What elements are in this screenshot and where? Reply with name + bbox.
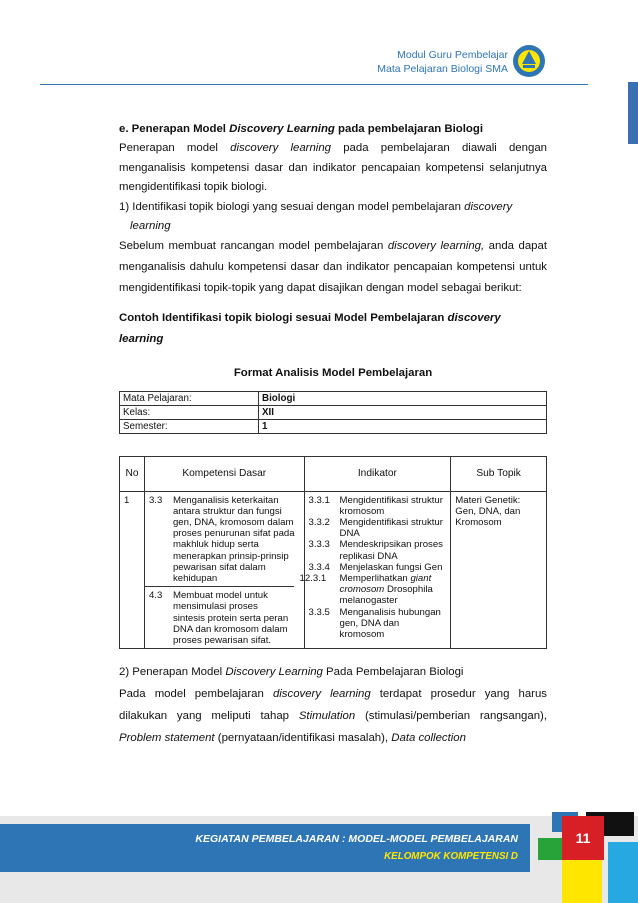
decor-square-green — [538, 838, 562, 860]
footer-activity-title: KEGIATAN PEMBELAJARAN : MODEL-MODEL PEMBELAJARAN — [195, 833, 518, 845]
format-table-title: Format Analisis Model Pembelajaran — [233, 367, 433, 380]
kd-item: 4.3 Membuat model untuk mensimulasi proses sintesis protein serta peran DNA dan kromosom dalam proses pewarisan sifat. — [145, 586, 294, 648]
table-cell: Kelas: — [120, 405, 259, 419]
cell-no: 1 — [120, 491, 145, 649]
table-row — [120, 491, 547, 649]
column-header-sub-topik: Sub Topik — [451, 456, 547, 491]
cell-indikator — [299, 491, 451, 649]
header-subject-title: Mata Pelajaran Biologi SMA — [377, 63, 508, 75]
decor-square-cyan — [608, 842, 638, 903]
table-cell: Semester: — [120, 419, 259, 433]
table-header-row — [120, 456, 547, 491]
indicator-item: 3.3.1 Mengidentifikasi struktur kromosom — [308, 494, 443, 517]
kd-item: 3.3 Menganalisis keterkaitan antara struktur dan fungsi gen, DNA, kromosom dalam proses penurunan sifat pada makhluk hidup serta menerapkan prinsip-prinsip pewarisan sifat dalam kehidupan — [148, 494, 295, 585]
header-module-title: Modul Guru Pembelajar — [397, 49, 508, 61]
table-row — [120, 391, 547, 405]
item-1-paragraph: Sebelum membuat rancangan model pembelajaran discovery learning, anda dapat menganalisis dahulu kompetensi dasar dan indikator pencapaian kompetensi untuk mengidentifikasi topik-topik yang dapat disajikan dengan model sebagai berikut: — [119, 240, 548, 294]
item-2-heading: 2) Penerapan Model Discovery Learning Pada Pembelajaran Biologi — [119, 666, 464, 679]
indicator-item: 12.3.1 Memperlihatkan giant cromosom Drosophila melanogaster — [299, 573, 433, 607]
indicator-item: 3.3.3 Mendeskripsikan proses replikasi DNA — [308, 539, 443, 562]
indicator-item: 3.3.2 Mengidentifikasi struktur DNA — [308, 517, 443, 540]
side-tab-marker — [628, 82, 638, 144]
column-header-indikator: Indikator — [304, 456, 451, 491]
cell-sub-topik: Materi Genetik: Gen, DNA, dan Kromosom — [451, 491, 547, 649]
competency-table — [119, 456, 547, 650]
section-e-paragraph: Penerapan model discovery learning pada pembelajaran diawali dengan menganalisis kompetensi dasar dan indikator pencapaian kompetensi selanjutnya mengidentifikasi topik biologi. — [119, 142, 547, 194]
header-divider — [40, 84, 588, 85]
column-header-no: No — [120, 456, 145, 491]
table-row — [120, 419, 547, 433]
cell-kompetensi — [144, 491, 304, 649]
tut-wuri-handayani-logo-icon — [512, 44, 546, 78]
table-cell: Biologi — [259, 391, 547, 405]
page-header — [377, 48, 508, 76]
table-cell: Mata Pelajaran: — [120, 391, 259, 405]
footer-competency-group: KELOMPOK KOMPETENSI D — [384, 851, 518, 862]
item-2-paragraph: Pada model pembelajaran discovery learning terdapat prosedur yang harus dilakukan yang meliputi tahap Stimulation (stimulasi/pemberian rangsangan), Problem statement (pernyataan/identifikasi masalah), Data collection — [119, 687, 547, 744]
table-cell: 1 — [259, 419, 547, 433]
example-heading: Contoh Identifikasi topik biologi sesuai Model Pembelajaran discovery learning — [119, 312, 501, 346]
format-analysis-table — [119, 391, 547, 434]
document-body — [119, 120, 547, 749]
page-number: 11 — [575, 830, 591, 846]
section-e-heading: e. Penerapan Model Discovery Learning pada pembelajaran Biologi — [119, 123, 484, 135]
table-cell: XII — [259, 405, 547, 419]
item-1-heading: 1) Identifikasi topik biologi yang sesuai dengan model pembelajaran discovery — [119, 200, 513, 213]
table-row — [120, 405, 547, 419]
indicator-item: 3.3.5 Menganalisis hubungan gen, DNA dan kromosom — [308, 606, 441, 641]
indicator-item: 3.3.4 Menjelaskan fungsi Gen — [308, 561, 443, 573]
column-header-kompetensi: Kompetensi Dasar — [144, 456, 304, 491]
footer-text — [195, 832, 518, 864]
item-1-heading-cont: learning — [130, 220, 171, 233]
